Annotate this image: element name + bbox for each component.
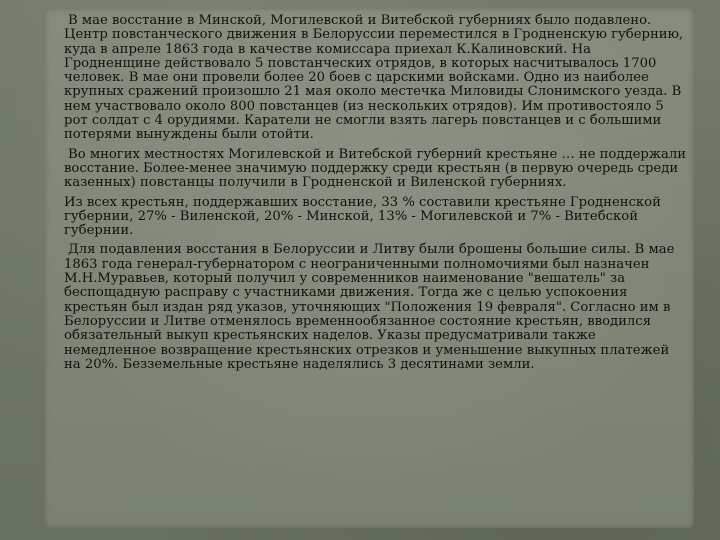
document-body (64, 14, 688, 377)
paragraph-3: Из всех крестьян, поддержавших восстание, 33 % составили крестьяне Гродненской губернии, 27% - Виленской, 20% - Минской, 13% - Могилевской и 7% - Витебской губернии. (64, 194, 661, 239)
paragraph-4: Для подавления восстания в Белоруссии и Литву были брошены большие силы. В мае 1863 года генерал-губернатором с неограниченными полномочиями был назначен М.Н.Муравьев, который получил у современников наименование "вешатель" за беспощадную расправу с участниками движения. Тогда же с целью успокоения крестьян был издан ряд указов, уточняющих "Положения 19 февраля". Согласно им в Белоруссии и Литве отменялось временнообязанное состояние крестьян, вводился обязательный выкуп крестьянских наделов. Указы предусматривали также немедленное возвращение крестьянских отрезков и уменьшение выкупных платежей на 20%. Безземельные крестьяне наделялись 3 десятинами земли. (64, 242, 675, 372)
paragraph-1: В мае восстание в Минской, Могилевской и Витебской губерниях было подавлено. Центр повстанческого движения в Белоруссии переместился в Гродненскую губернию, куда в апреле 1863 года в качестве комиссара приехал К.Калиновский. На Гродненщине действовало 5 повстанческих отрядов, в которых насчитывалось 1700 человек. В мае они провели более 20 боев с царскими войсками. Одно из наиболее крупных сражений произошло 21 мая около местечка Миловиды Слонимского уезда. В нем участвовало около 800 повстанцев (из нескольких отрядов). Им противостояло 5 рот солдат с 4 орудиями. Каратели не смогли взять лагерь повстанцев и с большими потерями вынуждены были отойти. (64, 13, 684, 143)
paragraph-2: Во многих местностях Могилевской и Витебской губерний крестьяне … не поддержали восстание. Более-менее значимую поддержку среди крестьян (в первую очередь среди казенных) повстанцы получили в Гродненской и Виленской губерниях. (64, 146, 686, 191)
